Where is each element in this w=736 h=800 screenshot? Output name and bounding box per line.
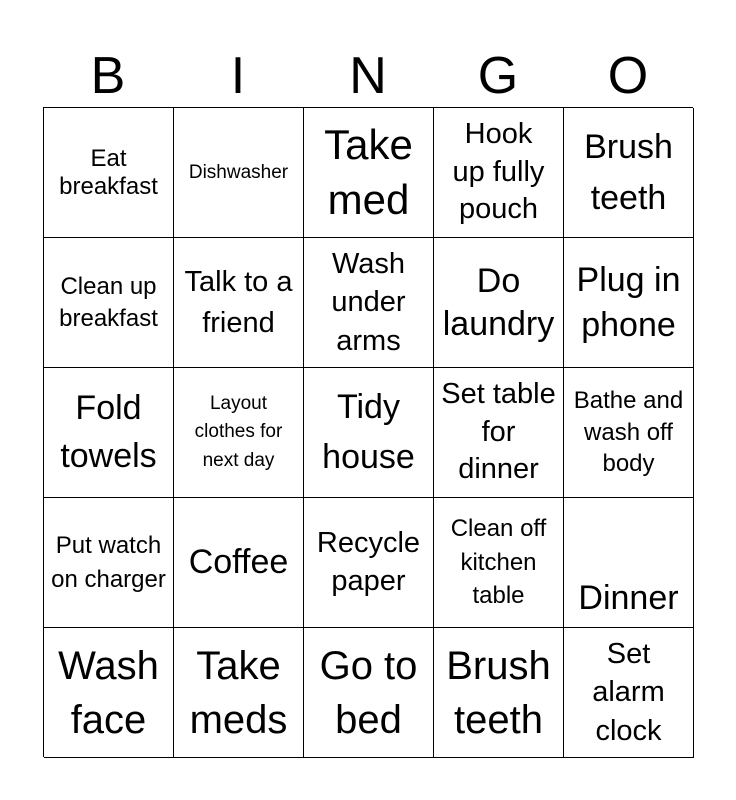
bingo-cell-r3c1[interactable] — [44, 368, 174, 498]
cell-text: Coffee — [188, 542, 289, 581]
bingo-cell-r4c4[interactable] — [434, 498, 564, 628]
cell-text: Set table for dinner — [441, 377, 556, 486]
bingo-cell-r4c3[interactable] — [304, 498, 434, 628]
cell-text: Wash face — [58, 643, 159, 742]
cell-text: Do laundry — [442, 262, 555, 343]
cell-text: Fold towels — [60, 388, 157, 475]
bingo-header — [43, 45, 693, 107]
cell-text: Brush teeth — [584, 127, 673, 217]
bingo-cell-r4c2[interactable] — [174, 498, 304, 628]
bingo-cell-r2c5[interactable] — [564, 238, 694, 368]
cell-text: Clean up breakfast — [59, 273, 158, 332]
bingo-cell-r1c1[interactable] — [44, 108, 174, 238]
cell-text: Wash under arms — [331, 247, 406, 357]
header-letter-g: G — [477, 47, 519, 105]
bingo-cell-r3c4[interactable] — [434, 368, 564, 498]
cell-text: Bathe and wash off body — [573, 386, 684, 478]
bingo-cell-r5c4[interactable] — [434, 628, 564, 758]
bingo-cell-r5c3[interactable] — [304, 628, 434, 758]
cell-text: Dinner — [578, 578, 679, 617]
bingo-board — [43, 107, 693, 757]
bingo-cell-r1c2[interactable] — [174, 108, 304, 238]
cell-text: Set alarm clock — [592, 637, 665, 747]
cell-text: Clean off kitchen table — [450, 515, 547, 610]
bingo-cell-r2c3[interactable] — [304, 238, 434, 368]
cell-text: Put watch on charger — [51, 531, 166, 593]
header-letter-n: N — [349, 47, 387, 105]
bingo-cell-r4c5[interactable] — [564, 498, 694, 628]
cell-text: Talk to a friend — [184, 265, 293, 339]
header-letter-b: B — [90, 47, 126, 105]
cell-text: Brush teeth — [446, 643, 551, 742]
cell-text: Take meds — [189, 643, 288, 742]
bingo-cell-r5c2[interactable] — [174, 628, 304, 758]
header-letter-i: I — [230, 47, 246, 105]
bingo-cell-r5c5[interactable] — [564, 628, 694, 758]
bingo-cell-r4c1[interactable] — [44, 498, 174, 628]
bingo-cell-r3c2[interactable] — [174, 368, 304, 498]
cell-text: Eat breakfast — [59, 144, 158, 200]
bingo-cell-r5c1[interactable] — [44, 628, 174, 758]
bingo-cell-r2c1[interactable] — [44, 238, 174, 368]
cell-text: Layout clothes for next day — [194, 393, 283, 471]
bingo-cell-r2c4[interactable] — [434, 238, 564, 368]
bingo-cell-r1c4[interactable] — [434, 108, 564, 238]
cell-text: Go to bed — [319, 643, 418, 742]
bingo-cell-r3c3[interactable] — [304, 368, 434, 498]
bingo-cell-r1c3[interactable] — [304, 108, 434, 238]
cell-text: Take med — [324, 120, 413, 223]
bingo-cell-r1c5[interactable] — [564, 108, 694, 238]
bingo-cell-r2c2[interactable] — [174, 238, 304, 368]
cell-text: Hook up fully pouch — [452, 117, 545, 226]
cell-text: Dishwasher — [188, 161, 289, 183]
cell-text: Tidy house — [322, 388, 415, 476]
cell-text: Plug in phone — [576, 261, 681, 344]
bingo-cell-r3c5[interactable] — [564, 368, 694, 498]
header-letter-o: O — [607, 47, 649, 105]
cell-text: Recycle paper — [316, 526, 421, 597]
